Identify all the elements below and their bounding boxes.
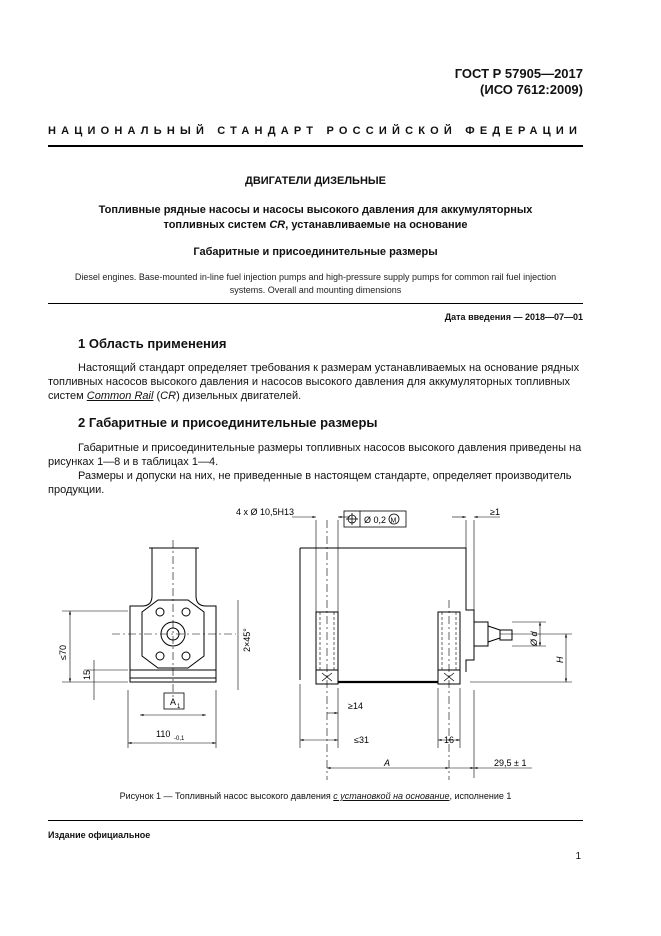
section-1-heading: 1 Область применения: [78, 336, 227, 351]
subtitle-cr: CR: [269, 219, 286, 231]
dimension-labels: [58, 507, 565, 768]
outlet-tip: [500, 630, 512, 640]
english-title-line-2: systems. Overall and mounting dimensions: [229, 285, 402, 295]
section-1-line-1: Настоящий стандарт определяет требования к размерам устанавливаемых на основание рядных: [78, 362, 580, 374]
label-16: 16: [444, 735, 455, 745]
iso-reference: (ИСО 7612:2009): [480, 82, 583, 97]
label-h: H: [555, 656, 565, 663]
label-a: A: [384, 758, 391, 768]
subtitle-line-2-b: , устанавливаемые на основание: [285, 219, 468, 231]
outlet-fitting: [474, 622, 488, 646]
mount-hole: [182, 608, 190, 616]
common-rail-link[interactable]: Common Rail: [86, 390, 154, 402]
section-1-line-2: топливных насосов высокого давления и насосов высокого давления для аккумуляторных топливных: [48, 376, 571, 388]
section-1-line-3: систем Common Rail (CR) дизельных двигателей.: [48, 390, 302, 402]
label-15: 15: [82, 669, 92, 680]
figure-caption: Рисунок 1 — Топливный насос высокого давления с установкой на основание, исполнение 1: [119, 791, 512, 801]
edition-note: Издание официальное: [48, 830, 151, 840]
label-110-tol: -0,1: [174, 736, 185, 742]
label-110: 110: [156, 729, 171, 739]
introduction-date: Дата введения — 2018—07—01: [444, 312, 583, 322]
section-2-line-1: Габаритные и присоединительные размеры топливных насосов высокого давления приведены на: [78, 442, 582, 454]
page-number: 1: [575, 851, 581, 862]
mount-hole: [182, 652, 190, 660]
label-ge14: ≥14: [348, 701, 363, 711]
label-position-tolerance: Ø 0,2: [364, 515, 387, 525]
section-2-heading: 2 Габаритные и присоединительные размеры: [78, 415, 378, 430]
national-standard-line: НАЦИОНАЛЬНЫЙ СТАНДАРТ РОССИЙСКОЙ ФЕДЕРАЦИИ: [48, 125, 583, 137]
document-title: ДВИГАТЕЛИ ДИЗЕЛЬНЫЕ: [244, 175, 386, 187]
section-2-line-3: Размеры и допуски на них, не приведенные в настоящем стандарте, определяет производитель: [78, 470, 572, 482]
subtitle-line-2-a: топливных систем: [163, 219, 270, 231]
outlet-cone: [488, 626, 500, 642]
standard-number: ГОСТ Р 57905—2017: [454, 66, 583, 81]
english-title-line-1: Diesel engines. Base-mounted in-line fuel injection pumps and high-pressure supply pumps for common rail fuel injection: [74, 272, 557, 282]
section-2-line-4: продукции.: [48, 484, 105, 496]
label-mmc: M: [390, 517, 397, 525]
label-a1: A: [170, 697, 177, 707]
mount-hole: [156, 652, 164, 660]
caption-link[interactable]: с установкой на основание: [333, 791, 450, 801]
section-2-line-2: рисунках 1—8 и в таблицах 1—4.: [48, 456, 219, 468]
label-chamfer: 2×45°: [242, 628, 252, 652]
label-le31: ≤31: [354, 735, 369, 745]
label-ge1: ≥1: [490, 507, 500, 517]
front-view: [62, 540, 238, 748]
mount-hole: [156, 608, 164, 616]
label-a1-sub: 1: [177, 704, 181, 710]
side-body-outline: [300, 548, 474, 672]
label-29-5: 29,5 ± 1: [494, 758, 527, 768]
footer-rule: [48, 820, 583, 821]
subtitle-line-1: Топливные рядные насосы и насосы высокого давления для аккумуляторных: [98, 204, 533, 216]
label-holes: 4 x Ø 10,5H13: [236, 507, 295, 517]
document-subtitle-2: Габаритные и присоединительные размеры: [193, 246, 438, 258]
label-le70: ≤70: [58, 645, 68, 660]
label-diameter-d: Ø d: [529, 631, 539, 646]
